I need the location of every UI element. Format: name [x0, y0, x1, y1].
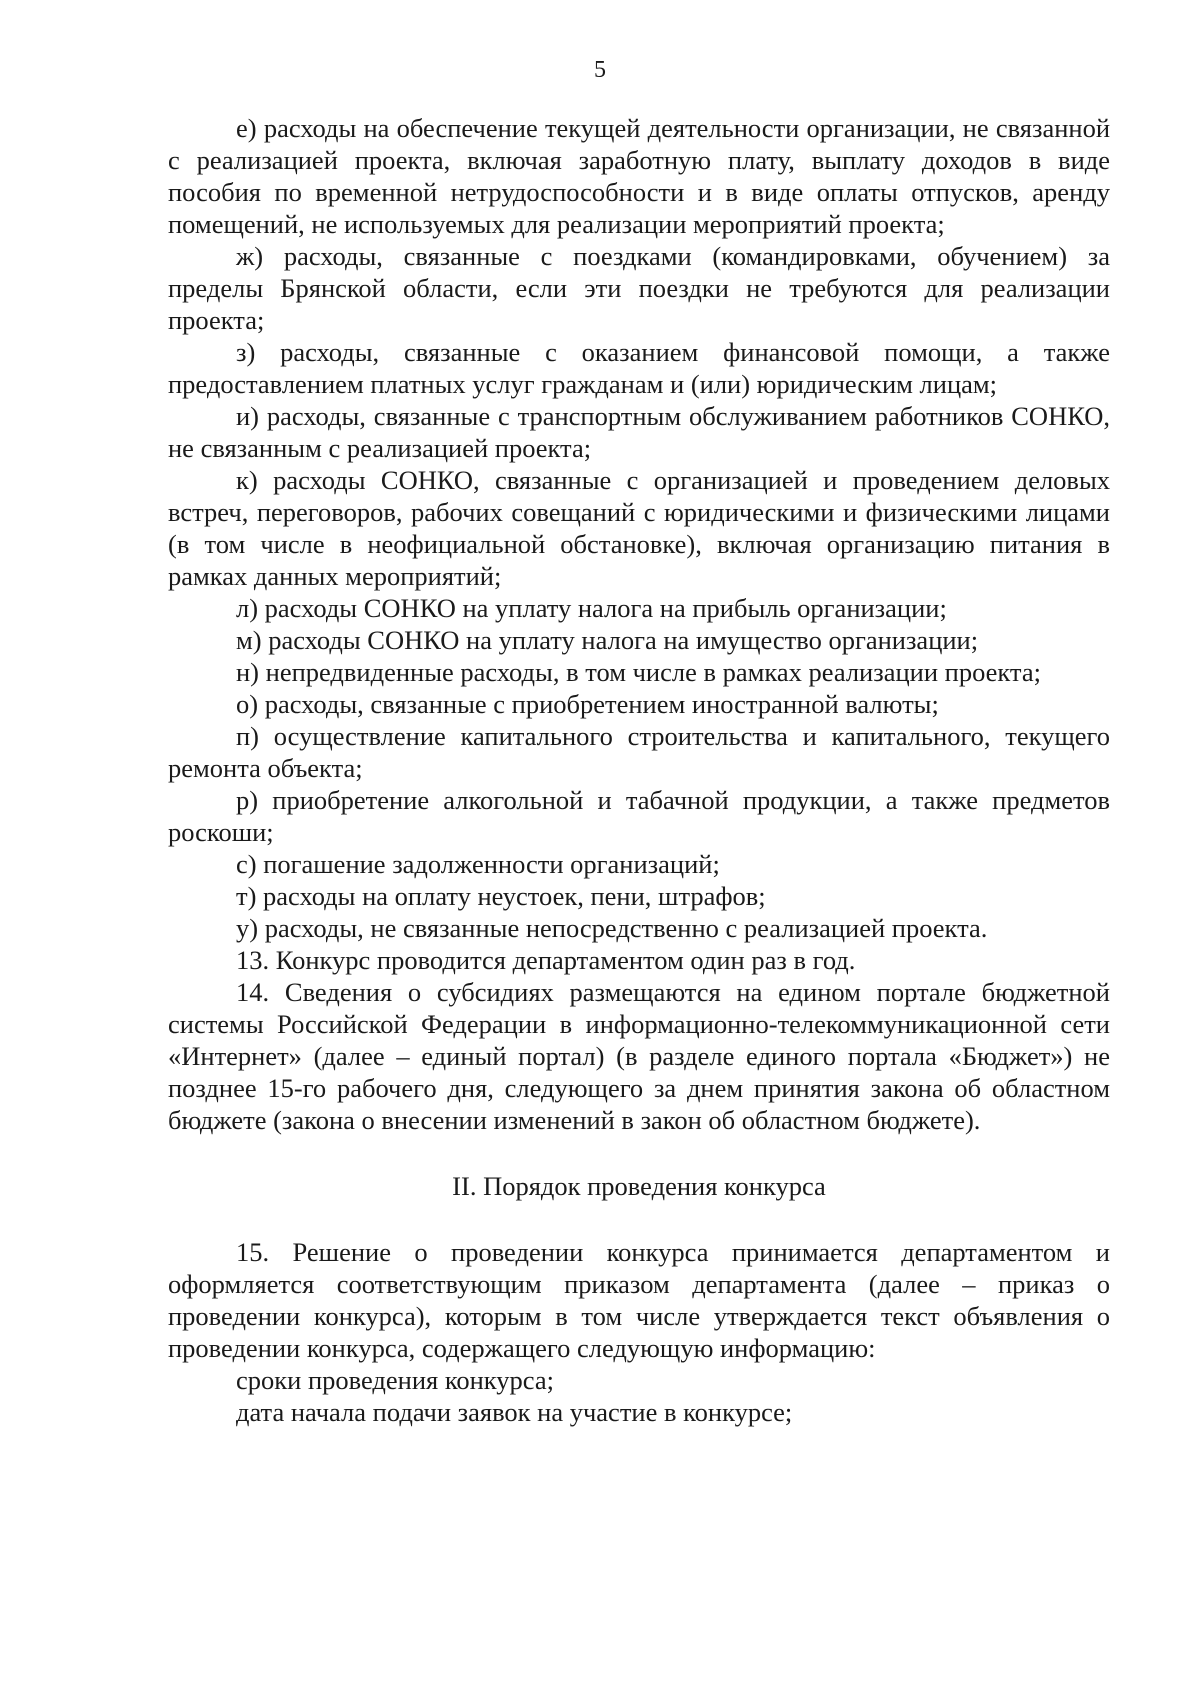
section-heading: II. Порядок проведения конкурса — [452, 1171, 826, 1201]
paragraph-contest-dates: сроки проведения конкурса; — [236, 1365, 554, 1395]
paragraph-s: с) погашение задолженности организаций; — [236, 849, 720, 879]
paragraph-p: п) осуществление капитального строительства и капитального, текущего ремонта объекта; — [168, 721, 1110, 783]
paragraph-e: е) расходы на обеспечение текущей деятельности организации, не связанной с реализацией проекта, включая заработную плату, выплату доходов в виде пособия по временной нетрудоспособности и в виде оплаты отпусков, аренду помещений, не используемых для реализации мероприятий проекта; — [168, 113, 1110, 239]
paragraph-k: к) расходы СОНКО, связанные с организацией и проведением деловых встреч, переговоров, рабочих совещаний с юридическими и физическими лицами (в том числе в неофициальной обстановке), включая организацию питания в рамках данных мероприятий; — [168, 465, 1110, 591]
paragraph-15: 15. Решение о проведении конкурса принимается департаментом и оформляется соответствующим приказом департамента (далее – приказ о проведении конкурса), которым в том числе утверждается текст объявления о проведении конкурса, содержащего следующую информацию: — [168, 1237, 1110, 1363]
page-number: 5 — [594, 57, 606, 83]
paragraph-t: т) расходы на оплату неустоек, пени, штрафов; — [236, 881, 766, 911]
paragraph-n: н) непредвиденные расходы, в том числе в рамках реализации проекта; — [236, 657, 1041, 687]
paragraph-i: и) расходы, связанные с транспортным обслуживанием работников СОНКО, не связанным с реализацией проекта; — [168, 401, 1110, 463]
paragraph-14: 14. Сведения о субсидиях размещаются на едином портале бюджетной системы Российской Федерации в информационно-телекоммуникационной сети «Интернет» (далее – единый портал) (в разделе единого портала «Бюджет») не позднее 15-го рабочего дня, следующего за днем принятия закона об областном бюджете (закона о внесении изменений в закон об областном бюджете). — [168, 977, 1110, 1135]
paragraph-l: л) расходы СОНКО на уплату налога на прибыль организации; — [236, 593, 947, 623]
document-body — [168, 112, 1110, 1428]
paragraph-u: у) расходы, не связанные непосредственно с реализацией проекта. — [236, 913, 988, 943]
paragraph-zh: ж) расходы, связанные с поездками (командировками, обучением) за пределы Брянской области, если эти поездки не требуются для реализации проекта; — [168, 241, 1110, 335]
paragraph-13: 13. Конкурс проводится департаментом один раз в год. — [236, 945, 856, 975]
paragraph-z: з) расходы, связанные с оказанием финансовой помощи, а также предоставлением платных услуг гражданам и (или) юридическим лицам; — [168, 337, 1110, 399]
paragraph-application-start: дата начала подачи заявок на участие в конкурсе; — [236, 1397, 793, 1427]
paragraph-m: м) расходы СОНКО на уплату налога на имущество организации; — [236, 625, 979, 655]
paragraph-r: р) приобретение алкогольной и табачной продукции, а также предметов роскоши; — [168, 785, 1110, 847]
paragraph-o: о) расходы, связанные с приобретением иностранной валюты; — [236, 689, 939, 719]
